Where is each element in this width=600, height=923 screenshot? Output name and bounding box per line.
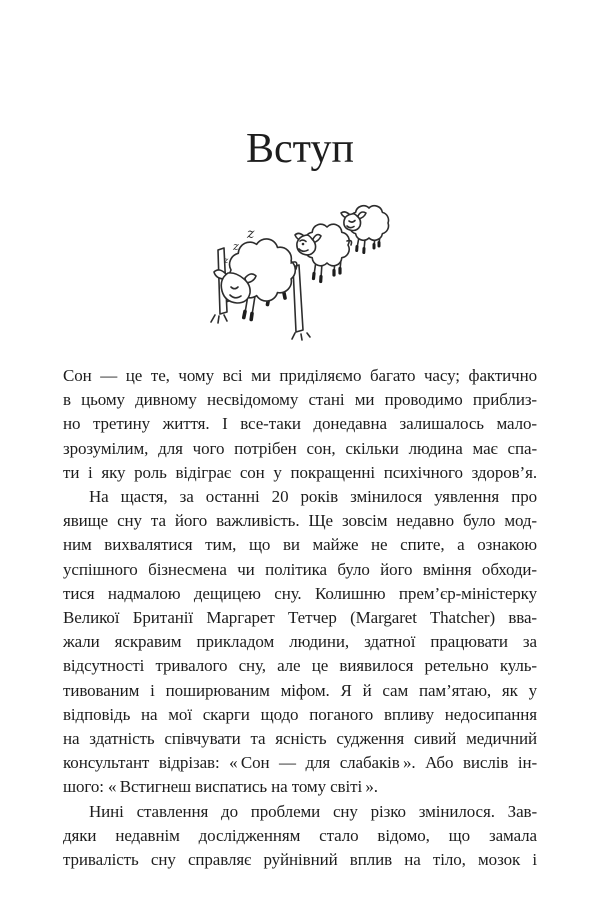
- text-line: тивованим і поширюваним міфом. Я й сам пам’ятаю, як у: [63, 680, 537, 700]
- z-letter: z: [233, 240, 239, 253]
- text-line: на здатність співчувати та ясність судження сивий медичний: [63, 729, 537, 749]
- sheep-icon: [295, 224, 352, 281]
- text-line: Нині ставлення до проблеми сну різко змінилося. Зав-: [89, 801, 537, 821]
- text-line: в цьому дивному несвідомому стані ми проводимо приблиз-: [63, 390, 537, 410]
- text-line: ним вихвалятися тим, що ви майже не спите, а ознакою: [63, 535, 537, 555]
- hooves-icon: [357, 243, 379, 253]
- text-line: но третину життя. І все-таки донедавна залишалось мало-: [63, 414, 537, 434]
- text-line: жали яскравим прикладом людини, здатної працювати за: [63, 632, 537, 652]
- chapter-title: Вступ: [246, 126, 354, 172]
- text-line: відповідь на мої скарги щодо поганого впливу недосипання: [63, 704, 537, 724]
- hooves-icon: [314, 269, 341, 282]
- text-line: ти і яку роль відіграє сон у покращенні психічного здоров’я.: [63, 462, 537, 482]
- eye-icon: [302, 243, 305, 246]
- sheep-illustration: [203, 199, 398, 342]
- text-line: тися надмалою дещицею сну. Колишню прем’єр-міністерку: [63, 583, 537, 603]
- text-line: шого: « Встигнеш виспатись на тому світі ».: [63, 777, 378, 797]
- text-line: зрозумілим, для чого потрібен сон, скільки людина має спа-: [63, 438, 537, 458]
- text-line: тривалість сну справляє руйнівний вплив на тіло, мозок і: [63, 850, 537, 870]
- z-letter: z: [224, 256, 229, 265]
- text-line: явище сну та його важливість. Ще зовсім недавно було мод-: [63, 511, 537, 531]
- text-line: дяки недавнім дослідженням стало відомо, що замала: [63, 825, 537, 845]
- grass-icon: [211, 315, 227, 323]
- text-line: консультант відрізав: « Сон — для слабаків ». Або вислів ін-: [63, 753, 537, 773]
- body-text: [63, 364, 537, 872]
- text-line: Великої Британії Маргарет Тетчер (Margaret Thatcher) вва-: [63, 608, 537, 628]
- grass-icon: [292, 333, 310, 340]
- text-line: успішного бізнесмена чи політика було його вміння обходи-: [63, 559, 537, 579]
- z-letter: z: [247, 226, 255, 242]
- text-line: Сон — це те, чому всі ми приділяємо багато часу; фактично: [63, 366, 537, 385]
- text-line: На щастя, за останні 20 років змінилося уявлення про: [89, 487, 537, 507]
- text-line: відсутності тривалого сну, але це виявилося ретельно куль-: [63, 656, 537, 676]
